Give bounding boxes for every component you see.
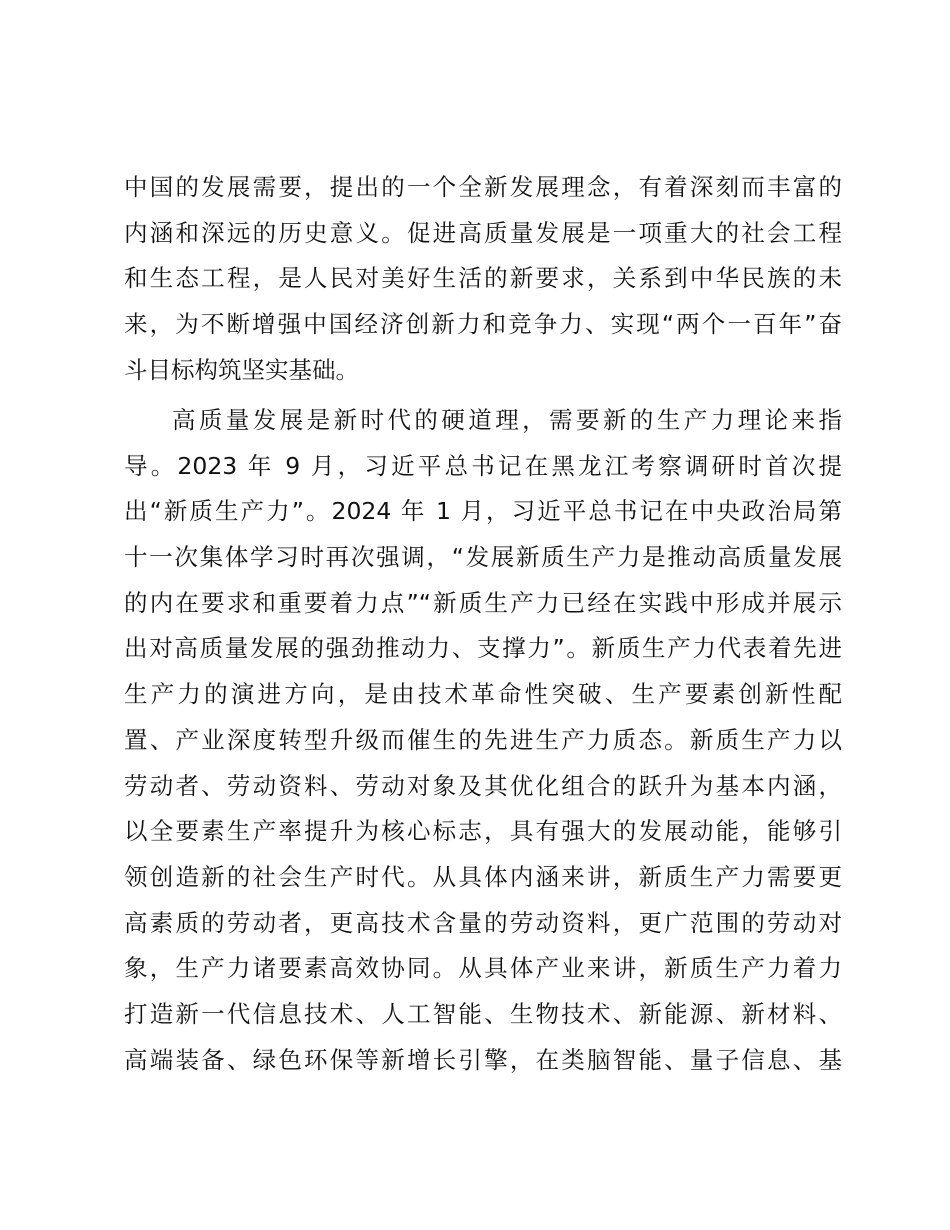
paragraph-line: 生产力的演进方向，是由技术革命性突破、生产要素创新性配 (124, 680, 842, 709)
paragraph-2 (124, 398, 842, 1083)
paragraph-line: 以全要素生产率提升为核心标志，具有强大的发展动能，能够引 (124, 817, 842, 846)
paragraph-line: 导。2023 年 9 月，习近平总书记在黑龙江考察调研时首次提 (124, 451, 842, 480)
paragraph-line: 斗目标构筑坚实基础。 (124, 355, 359, 384)
paragraph-line: 高端装备、绿色环保等新增长引擎，在类脑智能、量子信息、基 (124, 1045, 842, 1074)
paragraph-line: 领创造新的社会生产时代。从具体内涵来讲，新质生产力需要更 (124, 862, 842, 891)
paragraph-line: 十一次集体学习时再次强调，“发展新质生产力是推动高质量发展 (124, 543, 842, 572)
paragraph-line: 劳动者、劳动资料、劳动对象及其优化组合的跃升为基本内涵， (124, 771, 842, 800)
paragraph-line: 来，为不断增强中国经济创新力和竞争力、实现“两个一百年”奋 (124, 310, 842, 339)
paragraph-line: 的内在要求和重要着力点”“新质生产力已经在实践中形成并展示 (124, 588, 842, 617)
paragraph-line: 内涵和深远的历史意义。促进高质量发展是一项重大的社会工程 (124, 218, 842, 247)
paragraph-line: 出“新质生产力”。2024 年 1 月，习近平总书记在中央政治局第 (124, 497, 842, 526)
paragraph-line: 高素质的劳动者，更高技术含量的劳动资料，更广范围的劳动对 (124, 908, 842, 937)
paragraph-line: 和生态工程，是人民对美好生活的新要求，关系到中华民族的未 (124, 264, 842, 293)
paragraph-line: 象，生产力诸要素高效协同。从具体产业来讲，新质生产力着力 (124, 954, 842, 983)
paragraph-line: 高质量发展是新时代的硬道理，需要新的生产力理论来指 (172, 406, 842, 434)
paragraph-1 (124, 165, 842, 393)
paragraph-line: 出对高质量发展的强劲推动力、支撑力”。新质生产力代表着先进 (124, 634, 842, 663)
paragraph-line: 置、产业深度转型升级而催生的先进生产力质态。新质生产力以 (124, 725, 842, 754)
paragraph-line: 打造新一代信息技术、人工智能、生物技术、新能源、新材料、 (124, 999, 842, 1028)
paragraph-line: 中国的发展需要，提出的一个全新发展理念，有着深刻而丰富的 (124, 173, 842, 201)
